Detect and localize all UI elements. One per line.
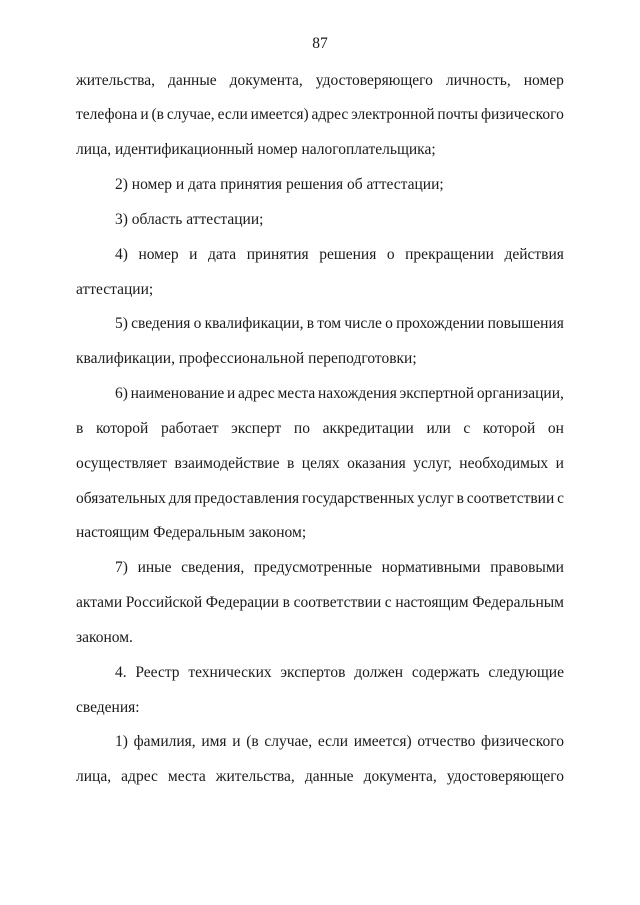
text-line: лица, идентификационный номер налогоплательщика; [76, 141, 436, 158]
text-line: 4) номер и дата принятия решения о прекращении действия [115, 246, 564, 263]
text-line: 5) сведения о квалификации, в том числе о прохождении повышения [115, 315, 564, 332]
text-line: лица, адрес места жительства, данные документа, удостоверяющего [76, 768, 564, 785]
text-line: 6) наименование и адрес места нахождения экспертной организации, [115, 385, 564, 402]
text-line: 4. Реестр технических экспертов должен содержать следующие [115, 664, 564, 681]
text-line: аттестации; [76, 281, 154, 298]
text-line: 2) номер и дата принятия решения об аттестации; [115, 176, 444, 193]
text-line: в которой работает эксперт по аккредитации или с которой он [76, 420, 564, 437]
text-line: сведения: [76, 699, 140, 716]
text-line: 3) область аттестации; [115, 211, 264, 228]
text-line: жительства, данные документа, удостоверяющего личность, номер [76, 72, 564, 89]
text-line: законом. [76, 629, 133, 646]
text-line: настоящим Федеральным законом; [76, 524, 307, 541]
text-line: 1) фамилия, имя и (в случае, если имеется) отчество физического [115, 733, 564, 750]
page-number: 87 [312, 35, 328, 52]
text-line: актами Российской Федерации в соответствии с настоящим Федеральным [76, 594, 564, 611]
text-line: квалификации, профессиональной переподготовки; [76, 350, 417, 367]
text-line: телефона и (в случае, если имеется) адрес электронной почты физического [76, 106, 564, 123]
text-line: осуществляет взаимодействие в целях оказания услуг, необходимых и [76, 455, 564, 472]
text-line: 7) иные сведения, предусмотренные нормативными правовыми [115, 559, 564, 576]
text-line: обязательных для предоставления государственных услуг в соответствии с [76, 490, 564, 507]
